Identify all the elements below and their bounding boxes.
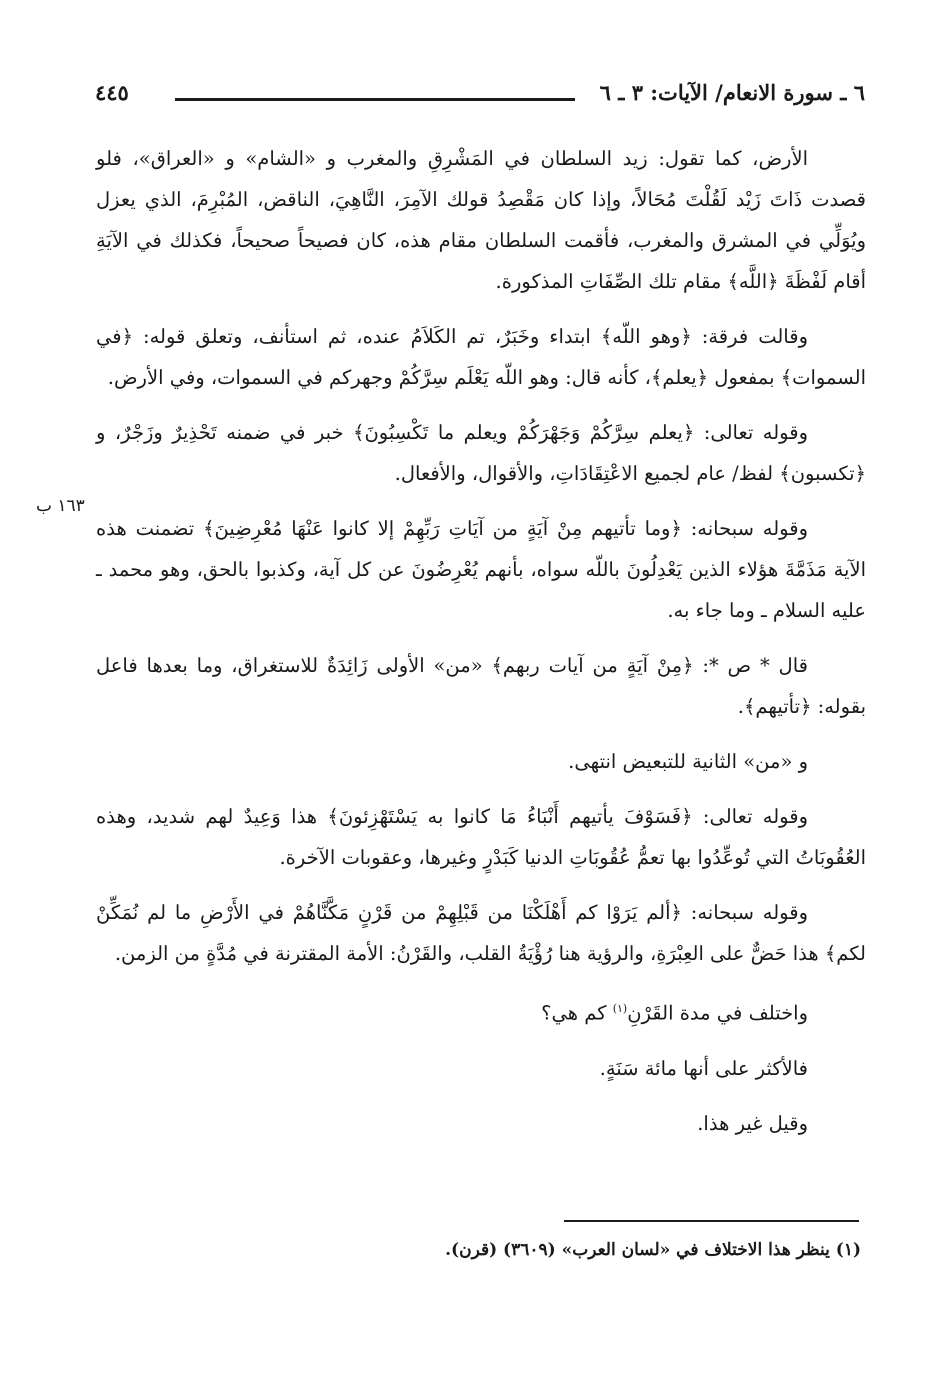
header-rule [175, 98, 575, 101]
short-line [96, 988, 808, 1034]
margin-note: ١٦٣ ب [36, 496, 85, 516]
page-number: ٤٤٥ [95, 80, 129, 105]
body-text [96, 138, 866, 1144]
running-header [95, 80, 865, 120]
short-line-text: كم هي؟ [541, 1001, 613, 1025]
paragraph: الأرض، كما تقول: زيد السلطان في المَشْرِقِ والمغرب و «الشام» و «العراق»، فلو قصدت ذَاتَ زَيْد لَقُلْتَ مُحَالاً، وإذا كان مَقْصِدُ قولك الآمِرَ، النَّاهِيَ، الناقض، المُبْرِمَ، الذي يعزل ويُوَلِّي في المشرق والمغرب، فأقمت السلطان مقام هذه، كان فصيحاً صحيحاً، فكذلك في الآيَةِ أقام لَفْظَةَ ﴿اللَّه﴾ مقام تلك الصِّفَاتِ المذكورة. [96, 147, 866, 293]
paragraph: و «من» الثانية للتبعيض انتهى. [568, 750, 808, 773]
short-line: وقيل غير هذا. [697, 1111, 808, 1135]
paragraph: وقوله تعالى: ﴿فَسَوْفَ يأتيهم أَنْبَاءُ مَا كانوا به يَسْتَهْزِئونَ﴾ هذا وَعِيدٌ لهم شديد، وهذه العُقُوبَاتُ التي تُوعِّدُوا بها تعمُّ عُقُوبَاتِ الدنيا كَبَدْرٍ وغيرها، وعقوبات الآخرة. [96, 805, 866, 869]
header-title: ٦ ـ سورة الانعام/ الآيات: ٣ ـ ٦ [599, 80, 865, 105]
paragraph: وقوله سبحانه: ﴿ألم يَرَوْا كم أَهْلَكْنَا من قَبْلِهِمْ من قَرْنٍ مَكَّنَّاهُمْ في الأَرْضِ ما لم نُمَكِّنْ لكم﴾ هذا حَضٌّ على العِبْرَةِ، والرؤية هنا رُؤْيَةُ القلب، والقَرْنُ: الأمة المقترنة في مُدَّةٍ من الزمن. [96, 901, 866, 965]
paragraph: قال * ص *: ﴿مِنْ آيَةٍ من آيات ربهم﴾ «من» الأولى زَائِدَةٌ للاستغراق، وما بعدها فاعل بقوله: ﴿تأتيهم﴾. [96, 654, 866, 718]
footnote-ref: (١) [612, 1002, 628, 1015]
short-line-text: واختلف في مدة القَرْنِ [627, 1001, 808, 1025]
paragraph: وقوله سبحانه: ﴿وما تأتيهم مِنْ آيَةٍ من آيَاتِ رَبِّهِمْ إلا كانوا عَنْهَا مُعْرِضِينَ﴾ تضمنت هذه الآية مَذَمَّةَ هؤلاء الذين يَعْدِلُونَ باللّه سواه، بأنهم يُعْرِضُونَ عن كل آية، وكذبوا بالحق، وهو محمد ـ عليه السلام ـ وما جاء به. [96, 517, 866, 622]
paragraph: وقالت فرقة: ﴿وهو اللّه﴾ ابتداء وخَبَرٌ، تم الكَلاَمُ عنده، ثم استأنف، وتعلق قوله: ﴿في السموات﴾ بمفعول ﴿يعلم﴾، كأنه قال: وهو اللّه يَعْلَم سِرَّكُمْ وجهركم في السموات، وفي الأرض. [96, 325, 866, 389]
footnote-rule [564, 1220, 859, 1222]
paragraph: وقوله تعالى: ﴿يعلم سِرَّكُمْ وَجَهْرَكُمْ ويعلم ما تَكْسِبُونَ﴾ خبر في ضمنه تَحْذِيرٌ وزَجْرٌ، و ﴿تكسبون﴾ لفظ/ عام لجميع الاعْتِقَادَاتِ، والأقوال، والأفعال. [96, 421, 866, 485]
footnote: (١) ينظر هذا الاختلاف في «لسان العرب» (٣٦٠٩) (قرن). [445, 1240, 861, 1260]
short-line: فالأكثر على أنها مائة سَنَةٍ. [599, 1056, 808, 1080]
